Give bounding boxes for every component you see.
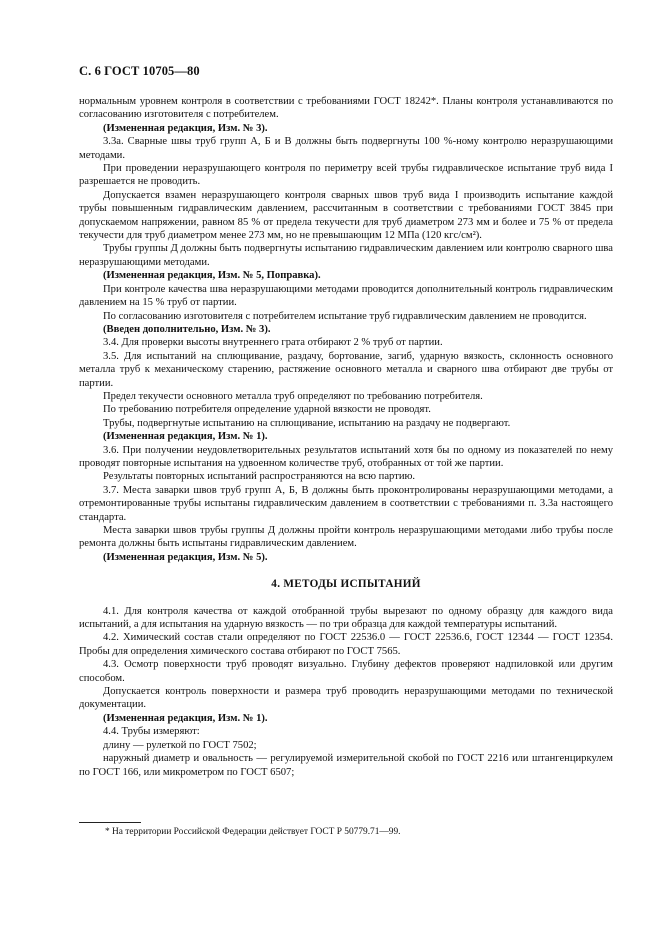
footnote: * На территории Российской Федерации действует ГОСТ Р 50779.71—99. [105,827,401,837]
paragraph: длину — рулеткой по ГОСТ 7502; [103,739,257,751]
paragraph: Трубы, подвергнутые испытанию на сплющивание, испытанию на раздачу не подвергают. [103,417,511,429]
paragraph: наружный диаметр и овальность — регулируемой измерительной скобой по ГОСТ 2216 или штангенциркулем по ГОСТ 166, или микрометром по ГОСТ 6507; [79,753,613,778]
section-3-block [79,95,613,564]
section-title: 4. МЕТОДЫ ИСПЫТАНИЙ [271,578,421,591]
paragraph: 3.4. Для проверки высоты внутреннего грата отбирают 2 % труб от партии. [103,337,443,349]
paragraph: По требованию потребителя определение ударной вязкости не проводят. [103,404,431,416]
edition-note: (Измененная редакция, Изм. № 5, Поправка). [103,270,321,282]
paragraph: 4.2. Химический состав стали определяют по ГОСТ 22536.0 — ГОСТ 22536.6, ГОСТ 12344 — ГОСТ 12354. Пробы для определения химического состава отбирают по ГОСТ 7565. [79,632,613,657]
page-header: С. 6 ГОСТ 10705—80 [79,64,200,78]
document-body [79,95,613,779]
paragraph: Результаты повторных испытаний распространяются на всю партию. [103,471,416,483]
paragraph: При контроле качества шва неразрушающими методами проводится дополнительный контроль гидравлическим давлением на 15 % труб от партии. [79,283,613,309]
paragraph: 3.3а. Сварные швы труб групп А, Б и В должны быть подвергнуты 100 %-ному контролю неразрушающими методами. [79,136,613,161]
paragraph: По согласованию изготовителя с потребителем испытание труб гидравлическим давлением не проводится. [103,310,587,322]
paragraph: Трубы группы Д должны быть подвергнуты испытанию гидравлическим давлением или контролю сварного шва неразрушающими методами. [79,243,613,268]
footnote-rule [79,822,141,823]
paragraph: 4.1. Для контроля качества от каждой отобранной трубы вырезают по одному образцу для каждого вида испытаний, а для испытания на ударную вязкость — по три образца для каждой температуры испытаний. [79,605,613,631]
section-4-block [79,605,613,779]
paragraph: При проведении неразрушающего контроля по периметру всей трубы гидравлическое испытание труб вида I разрешается не проводить. [79,163,613,188]
paragraph: 3.5. Для испытаний на сплющивание, раздачу, бортование, загиб, ударную вязкость, склонность основного металла труб к механическому старению, растяжение основного металла и сварного шва отбирают две трубы от партии. [79,350,613,389]
paragraph: 3.7. Места заварки швов труб групп А, Б, В должны быть проконтролированы неразрушающими методами, а отремонтированные трубы испытаны гидравлическим давлением в соответствии с требованиями п. 3.3а настоящего стандарта. [79,484,613,523]
edition-note: (Измененная редакция, Изм. № 1). [103,712,268,724]
edition-note: (Измененная редакция, Изм. № 1). [103,431,268,443]
paragraph: 3.6. При получении неудовлетворительных результатов испытаний хотя бы по одному из показателей по нему проводят повторные испытания на удвоенном количестве труб, отобранных от той же партии. [79,444,613,469]
edition-note: (Измененная редакция, Изм. № 5). [103,551,268,563]
paragraph: 4.3. Осмотр поверхности труб проводят визуально. Глубину дефектов проверяют надпиловкой или другим способом. [79,659,613,684]
paragraph: нормальным уровнем контроля в соответствии с требованиями ГОСТ 18242*. Планы контроля устанавливаются по согласованию изготовителя с потребителем. [79,96,613,121]
paragraph: Допускается взамен неразрушающего контроля сварных швов труб вида I производить испытание каждой трубы повышенным гидравлическим давлением, рассчитанным в соответствии с требованиями ГОСТ 3845 при допускаемом напряжении, равном 85 % от предела текучести для труб диаметром 273 мм и более и 75 % от предела текучести для труб диаметром менее 273 мм, но не превышающим 12 МПа (120 кгс/см²). [79,189,613,242]
edition-note: (Измененная редакция, Изм. № 3). [103,122,268,134]
edition-note: (Введен дополнительно, Изм. № 3). [103,323,271,335]
paragraph: Места заварки швов трубы группы Д должны пройти контроль неразрушающими методами либо трубы после ремонта должны быть испытаны гидравлическим давлением. [79,525,613,550]
paragraph: Допускается контроль поверхности и размера труб проводить неразрушающими методами по технической документации. [79,686,613,711]
paragraph: Предел текучести основного металла труб определяют по требованию потребителя. [103,390,483,402]
paragraph: 4.4. Трубы измеряют: [103,726,200,738]
